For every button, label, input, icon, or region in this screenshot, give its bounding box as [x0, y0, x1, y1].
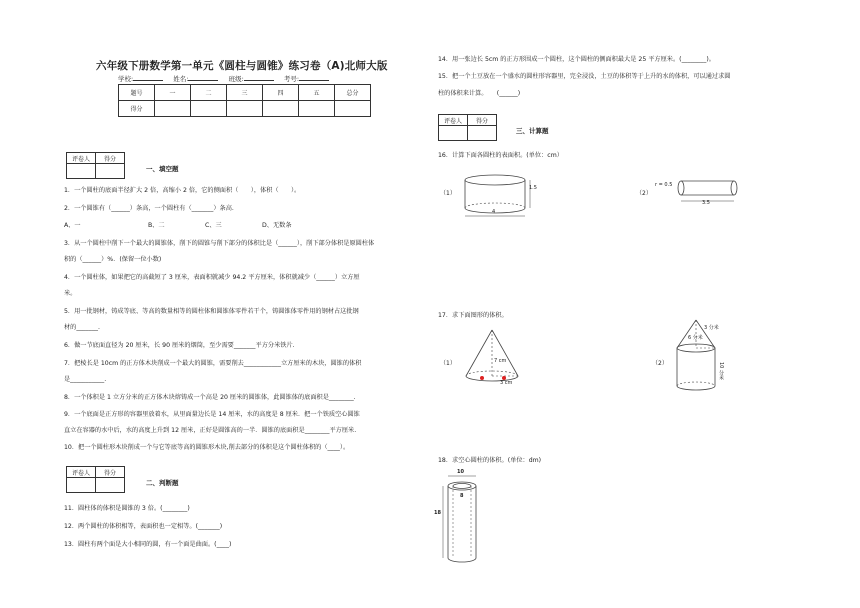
score-cell[interactable] [191, 101, 227, 117]
grader-cell[interactable] [96, 478, 125, 493]
question-17: 17．求下面图形的体积。 [438, 312, 508, 319]
question-10: 10．把一个圆柱形木块削成一个与它等底等高的圆锥形木块,削去部分的体积是这个圆柱体积的（____）。 [64, 444, 350, 451]
score-header-cell: 总分 [335, 85, 371, 101]
grader-cell[interactable] [439, 126, 468, 141]
figure-label-17-1: （1） [440, 360, 456, 367]
question-9-line-1: 9．一个底面是正方形的容器里放着水，从里面量边长是 14 厘米，水的高度是 8 厘米．把一个铁质空心圆锥 [64, 411, 360, 418]
hollow-outer-diameter-label: 10 [457, 469, 464, 475]
score-header-cell: 一 [155, 85, 191, 101]
school-label: 学校: [118, 75, 134, 83]
name-blank [188, 80, 218, 81]
grader-cell[interactable] [468, 126, 497, 141]
question-2-option-a: A、一 [64, 222, 81, 229]
question-2-option-c: C、三 [205, 222, 222, 229]
grader-box-2 [66, 466, 125, 493]
school-blank [133, 80, 163, 81]
question-6: 6．做一节底面直径为 20 厘米，长 90 厘米的烟筒，至少需要_______平方分米铁片. [64, 342, 295, 349]
grader-cell[interactable] [67, 478, 96, 493]
figure-label-16-1: （1） [440, 190, 456, 197]
score-header-cell: 三 [227, 85, 263, 101]
score-header-cell: 四 [263, 85, 299, 101]
id-blank [299, 80, 329, 81]
question-5-line-2: 材的_______. [64, 324, 100, 331]
score-cell[interactable] [335, 101, 371, 117]
question-5-line-1: 5．用一批钢材，铸成等底、等高的数量相等的圆柱体和圆锥体零件若干个，铸圆锥体零件用的钢材占这批钢 [64, 308, 359, 315]
cylinder-2-length-label: 3.5 [702, 200, 710, 206]
question-2-option-b: B、二 [148, 222, 165, 229]
score-header-row [119, 85, 371, 101]
grader-label: 评卷人 [439, 115, 468, 126]
score-cell[interactable] [155, 101, 191, 117]
question-13: 13．圆柱有两个面是大小相同的圆，有一个面是曲面。(____) [64, 541, 232, 548]
hollow-inner-diameter-label: 8 [460, 493, 464, 499]
question-12: 12．两个圆柱的体积相等，表面积也一定相等。(_______) [64, 523, 223, 530]
student-info [118, 74, 337, 83]
question-8: 8．一个体积是 1 立方分米的正方体木块熔铸成一个高是 20 厘米的圆锥体，此圆锥体的底面积是________. [64, 394, 356, 401]
question-14: 14．用一张边长 5cm 的正方形围成一个圆柱，这个圆柱的侧面积最大是 25 平方厘米。(________)。 [438, 56, 715, 63]
grader-score-label: 得分 [468, 115, 497, 126]
score-cell[interactable] [299, 101, 335, 117]
score-row [119, 101, 371, 117]
score-row-label: 得分 [119, 101, 155, 117]
class-blank [244, 80, 274, 81]
id-label: 考号: [283, 75, 300, 83]
question-2-option-d: D、无数条 [262, 222, 292, 229]
grader-label: 评卷人 [67, 467, 96, 478]
cone-height-label: 7 cm [494, 358, 507, 364]
grader-score-label: 得分 [96, 153, 125, 164]
question-4-line-2: 米。 [64, 290, 77, 297]
figure-label-17-2: （2） [652, 360, 668, 367]
composite-total-height-label: 10 分米 [718, 362, 724, 380]
hollow-height-label: 18 [434, 510, 441, 516]
grader-cell[interactable] [96, 164, 125, 179]
section-heading-judge: 二、判断题 [146, 479, 179, 487]
hollow-cylinder-figure [440, 472, 490, 572]
score-header-cell: 五 [299, 85, 335, 101]
question-15-line-1: 15．把一个土豆放在一个盛水的圆柱形容器里，完全浸没，土豆的体积等于上升的水的体积，可以通过求圆 [438, 73, 731, 80]
grader-cell[interactable] [67, 164, 96, 179]
name-label: 姓名: [173, 75, 189, 83]
cylinder-1-height-label: 1.5 [529, 185, 537, 191]
grader-box-1 [66, 152, 125, 179]
figure-label-16-2: （2） [636, 190, 652, 197]
composite-radius-label: 3 分米 [704, 325, 719, 331]
question-3-line-1: 3．从一个圆柱中削下一个最大的圆锥体，削下的圆锥与削下部分的体积比是（______），削下部分体积是原圆柱体 [64, 240, 375, 247]
question-15-line-2: 柱的体积来计算。 (______) [438, 90, 521, 97]
score-table [118, 84, 371, 117]
question-9-line-2: 直立在容器的水中后，水的高度上升到 12 厘米，正好是圆锥高的一半．圆锥的底面积是________平方厘米. [64, 427, 357, 434]
grader-box-3 [438, 114, 497, 141]
score-cell[interactable] [227, 101, 263, 117]
question-2: 2．一个圆锥有（______）条高，一个圆柱有（_______）条高. [64, 205, 234, 212]
page-title: 六年级下册数学第一单元《圆柱与圆锥》练习卷（A)北师大版 [96, 60, 388, 72]
question-11: 11．圆柱体的体积是圆锥的 3 倍。(________) [64, 505, 190, 512]
cylinder-figure-1 [462, 172, 542, 222]
cone-figure [462, 328, 522, 388]
question-7-line-2: 是___________. [64, 376, 107, 383]
question-1: 1．一个圆柱的底面半径扩大 2 倍，高缩小 2 倍，它的侧面积（ ），体积（ ）。 [64, 187, 301, 194]
question-3-line-2: 积的（______）%．(保留一位小数) [64, 256, 162, 263]
score-header-cell: 题号 [119, 85, 155, 101]
class-label: 班级: [228, 75, 244, 83]
score-cell[interactable] [263, 101, 299, 117]
section-heading-fill: 一、填空题 [146, 165, 179, 173]
question-16: 16．计算下面各圆柱的表面积。(单位：cm） [438, 152, 563, 159]
cone-radius-label: 3 cm [500, 380, 513, 386]
composite-cone-height-label: 6 分米 [688, 335, 703, 341]
score-header-cell: 二 [191, 85, 227, 101]
question-18: 18．求空心圆柱的体积。(单位：dm) [438, 457, 542, 464]
cylinder-figure-2 [676, 180, 746, 208]
section-heading-calc: 三、计算题 [516, 127, 549, 135]
grader-label: 评卷人 [67, 153, 96, 164]
question-4-line-1: 4．一个圆柱体，如果把它的高截短了 3 厘米，表面积就减少 94.2 平方厘米，体积就减少（______）立方厘 [64, 274, 360, 281]
cylinder-2-radius-label: r = 0.5 [655, 182, 673, 188]
cylinder-1-diameter-label: 4 [492, 209, 496, 215]
grader-score-label: 得分 [96, 467, 125, 478]
question-7-line-1: 7．把棱长是 10cm 的正方体木块削成一个最大的圆锥，需要削去____________立方厘米的木块，圆锥的体积 [64, 360, 362, 367]
